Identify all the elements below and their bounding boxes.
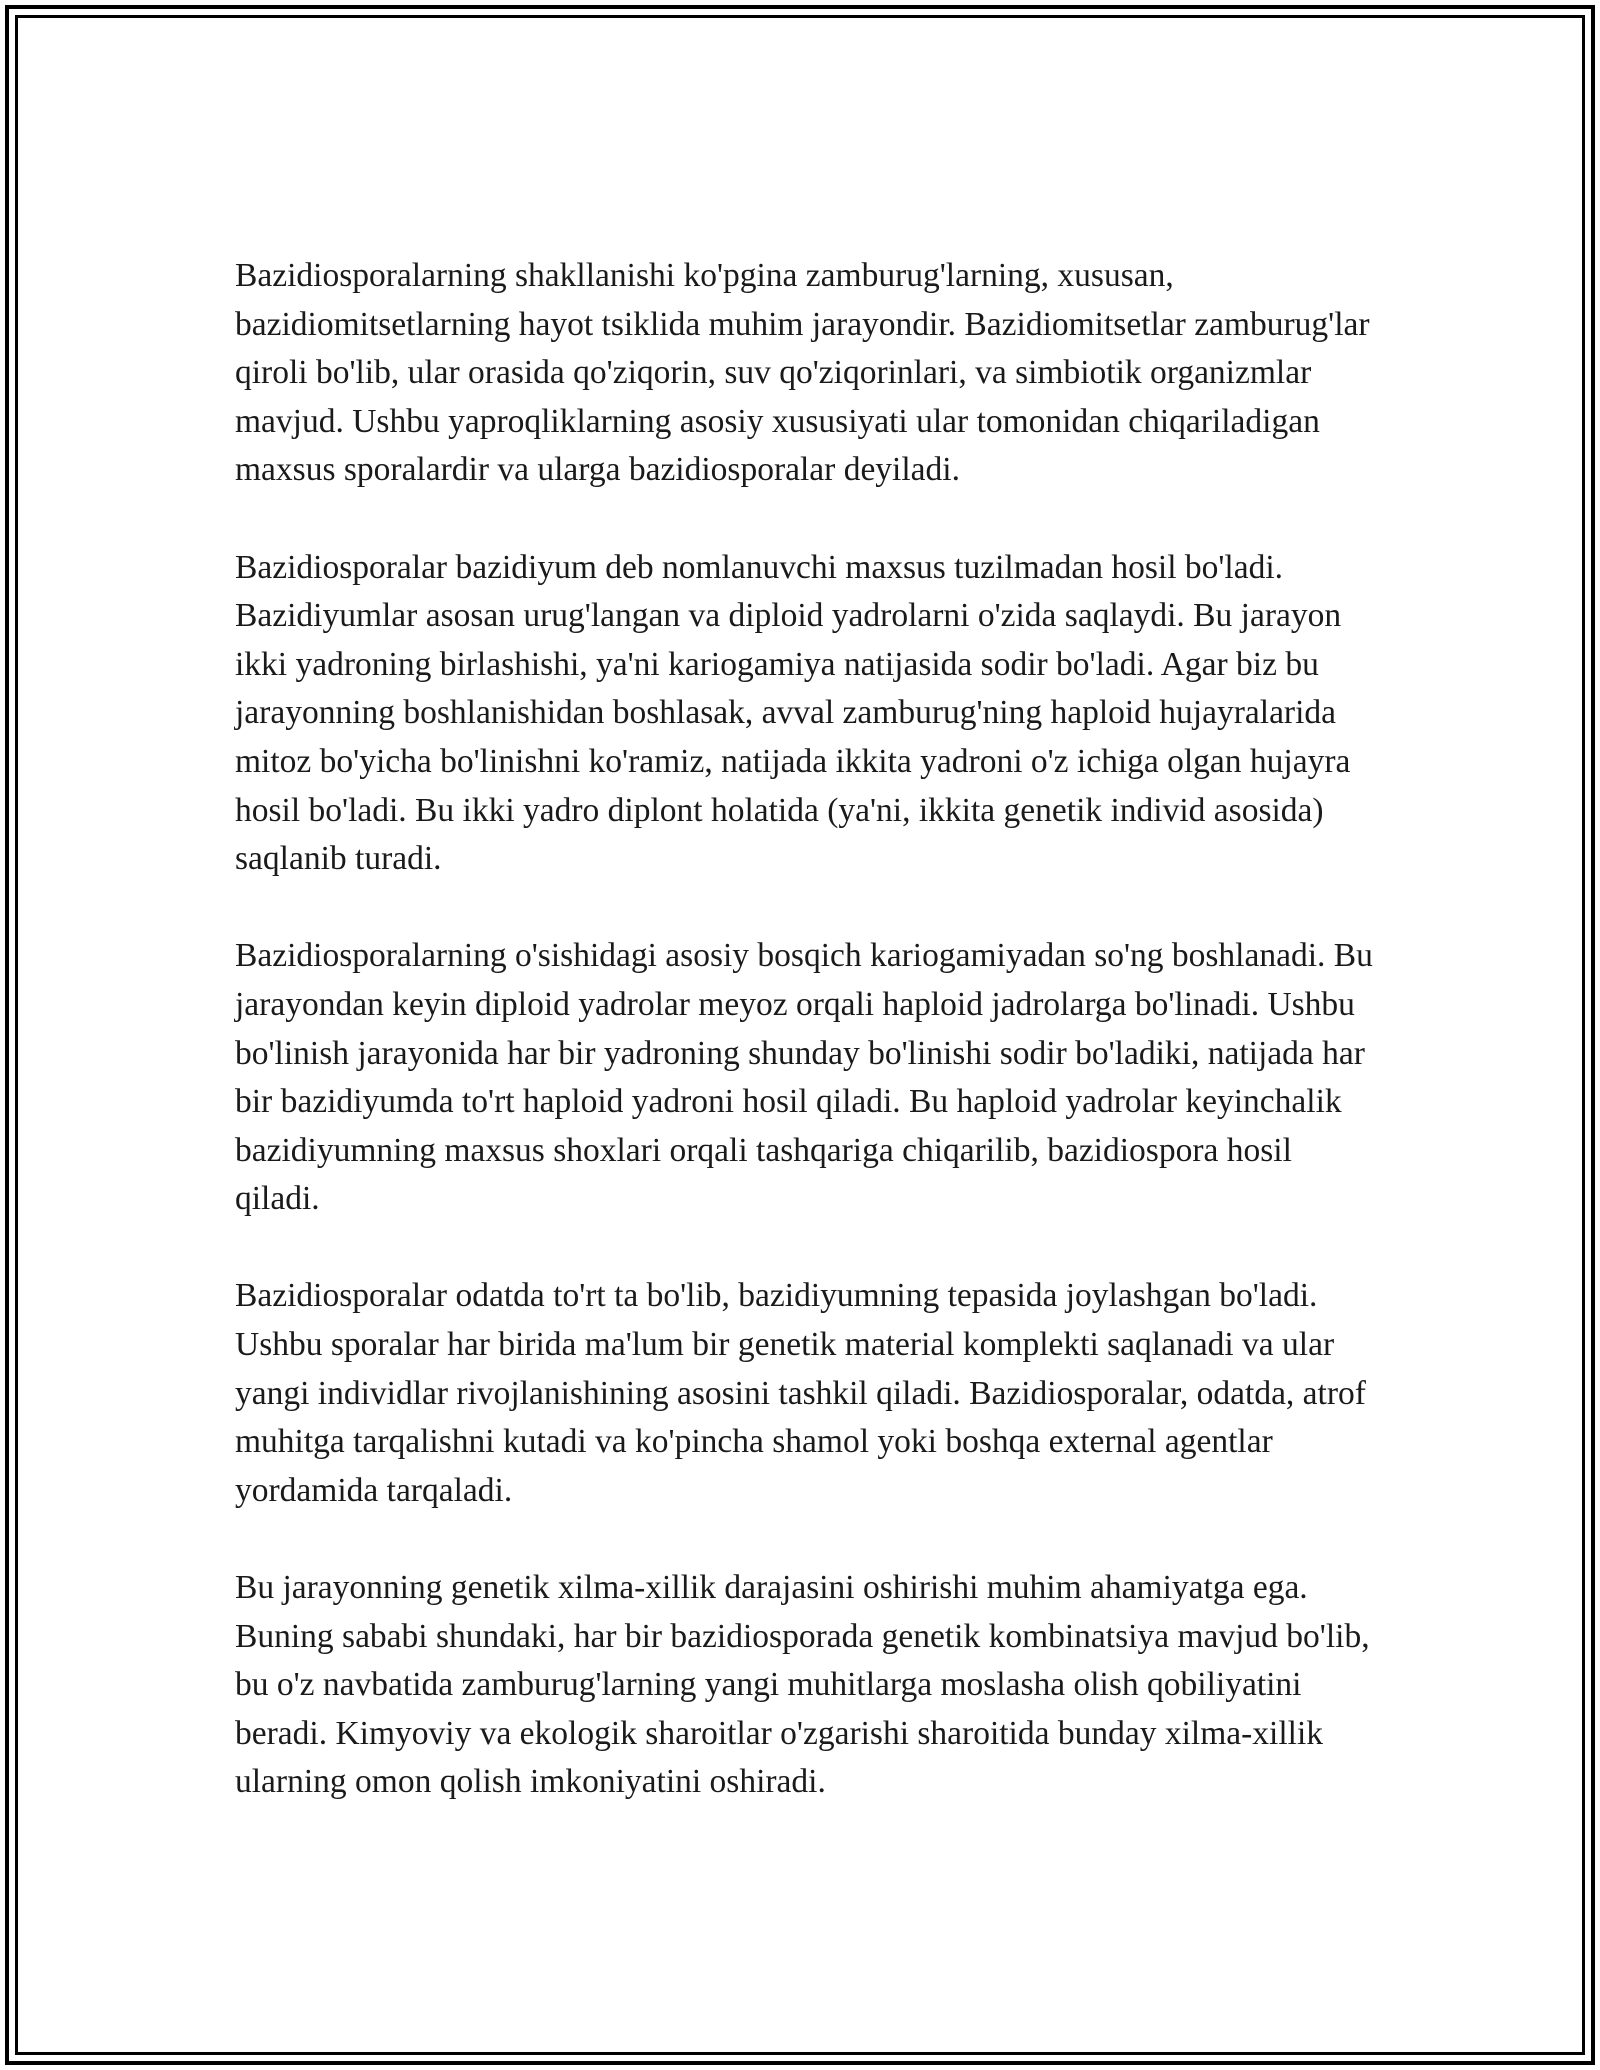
paragraph-2: Bazidiosporalar bazidiyum deb nomlanuvchi maxsus tuzilmadan hosil bo'ladi. Bazidiyumlar asosan urug'langan va diploid yadrolarni o'zida saqlaydi. Bu jarayon ikki yadroning birlashishi, ya'ni kariogamiya natijasida sodir bo'ladi. Agar biz bu jarayonning boshlanishidan boshlasak, avval zamburug'ning haploid hujayralarida mitoz bo'yicha bo'linishni ko'ramiz, natijada ikkita yadroni o'z ichiga olgan hujayra hosil bo'ladi. Bu ikki yadro diplont holatida (ya'ni, ikkita genetik individ asosida) saqlanib turadi.: [235, 548, 1351, 878]
document-body: [235, 252, 1375, 1807]
paragraph-1: Bazidiosporalarning shakllanishi ko'pgina zamburug'larning, xususan, bazidiomitsetlarning hayot tsiklida muhim jarayondir. Bazidiomitsetlar zamburug'lar qiroli bo'lib, ular orasida qo'ziqorin, suv qo'ziqorinlari, va simbiotik organizmlar mavjud. Ushbu yaproqliklarning asosiy xususiyati ular tomonidan chiqariladigan maxsus sporalardir va ularga bazidiosporalar deyiladi.: [235, 257, 1370, 489]
paragraph-5: Bu jarayonning genetik xilma-xillik darajasini oshirishi muhim ahamiyatga ega. Buning sababi shundaki, har bir bazidiosporada genetik kombinatsiya mavjud bo'lib, bu o'z navbatida zamburug'larning yangi muhitlarga moslasha olish qobiliyatini beradi. Kimyoviy va ekologik sharoitlar o'zgarishi sharoitida bunday xilma-xillik ularning omon qolish imkoniyatini oshiradi.: [235, 1569, 1370, 1801]
paragraph-4: Bazidiosporalar odatda to'rt ta bo'lib, bazidiyumning tepasida joylashgan bo'ladi. Ushbu sporalar har birida ma'lum bir genetik material komplekti saqlanadi va ular yangi individlar rivojlanishining asosini tashkil qiladi. Bazidiosporalar, odatda, atrof muhitga tarqalishni kutadi va ko'pincha shamol yoki boshqa external agentlar yordamida tarqaladi.: [235, 1277, 1366, 1509]
paragraph-3: Bazidiosporalarning o'sishidagi asosiy bosqich kariogamiyadan so'ng boshlanadi. Bu jarayondan keyin diploid yadrolar meyoz orqali haploid jadrolarga bo'linadi. Ushbu bo'linish jarayonida har bir yadroning shunday bo'linishi sodir bo'ladiki, natijada har bir bazidiyumda to'rt haploid yadroni hosil qiladi. Bu haploid yadrolar keyinchalik bazidiyumning maxsus shoxlari orqali tashqariga chiqarilib, bazidiospora hosil qiladi.: [235, 937, 1373, 1218]
